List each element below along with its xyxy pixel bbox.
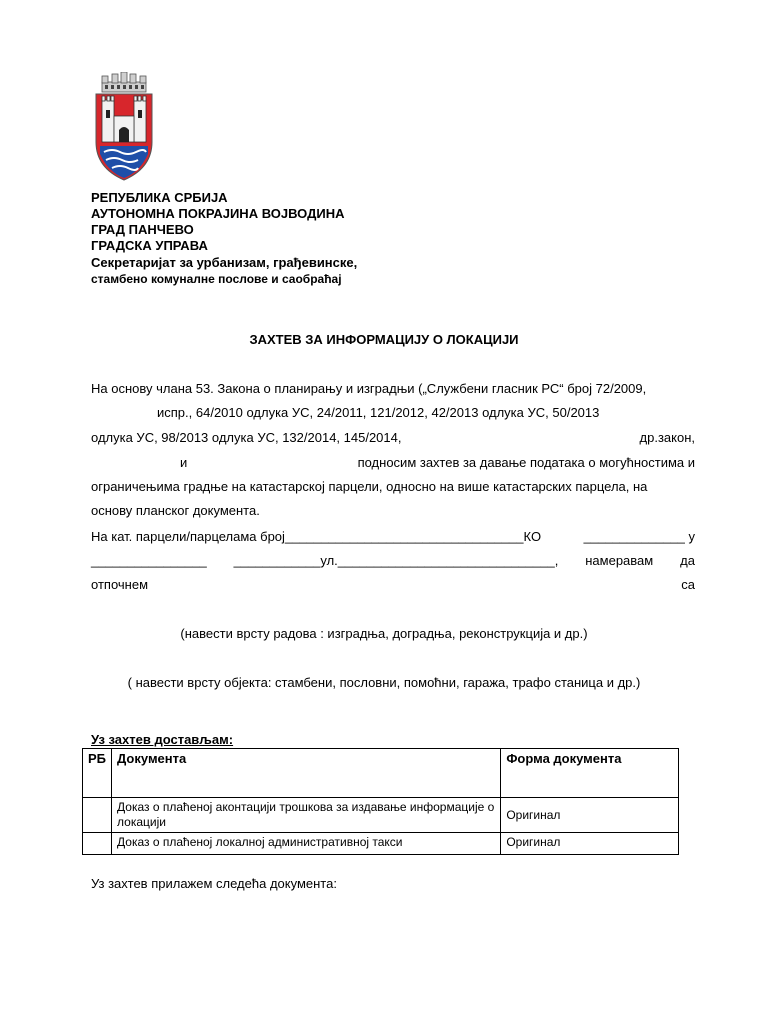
table-row	[83, 798, 679, 833]
body-line-3	[91, 430, 695, 446]
column-header-documents: Документа	[112, 749, 501, 798]
start-word: отпочнем	[91, 577, 149, 592]
header-secretariat: Секретаријат за урбанизам, грађевинске,	[91, 255, 358, 270]
column-header-rb: РБ	[83, 749, 112, 798]
intend-word: намеравам	[585, 553, 654, 568]
works-type-hint: (навести врсту радова : изградња, доградња, реконструкција и др.)	[180, 626, 588, 641]
column-header-document-form: Форма документа	[501, 749, 679, 798]
header-republic: РЕПУБЛИКА СРБИЈА	[91, 190, 228, 205]
header-administration: ГРАДСКА УПРАВА	[91, 238, 208, 253]
to-word: да	[680, 553, 695, 568]
city-coat-of-arms-logo	[92, 72, 156, 182]
parcel-number-field[interactable]: На кат. парцели/парцелама број_________________________________КО	[91, 529, 542, 544]
header-secretariat-continued: стамбено комуналне послове и саобраћај	[91, 272, 342, 286]
documents-submitted-heading: Уз захтев достављам:	[91, 732, 234, 747]
header-province: АУТОНОМНА ПОКРАЈИНА ВОЈВОДИНА	[91, 206, 345, 221]
header-city: ГРАД ПАНЧЕВО	[91, 222, 194, 237]
cadastral-municipality-field[interactable]: ______________ у	[583, 529, 695, 544]
body-line-2: испр., 64/2010 одлука УС, 24/2011, 121/2012, 42/2013 одлука УС, 50/2013	[157, 405, 600, 420]
row-number-cell	[83, 833, 112, 855]
row-number-cell	[83, 798, 112, 833]
place-field[interactable]: ________________	[91, 553, 207, 568]
body-line-4: подносим захтев за давање података о могућностима и	[357, 455, 695, 470]
with-word: са	[681, 577, 695, 592]
body-line-5: ограничењима градње на катастарској парцели, односно на више катастарских парцела, на	[91, 479, 648, 494]
street-field[interactable]: ____________ул.______________________________,	[233, 553, 559, 568]
attached-documents-line: Уз захтев прилажем следећа документа:	[91, 876, 337, 891]
document-title: ЗАХТЕВ ЗА ИНФОРМАЦИЈУ О ЛОКАЦИЈИ	[249, 332, 519, 347]
street-line	[91, 553, 695, 569]
start-line	[91, 577, 695, 593]
body-line-3-end: др.закон,	[639, 430, 695, 445]
table-row	[83, 833, 679, 855]
body-line-3-text: одлука УС, 98/2013 одлука УС, 132/2014, 145/2014,	[91, 430, 402, 445]
body-line-1: На основу члана 53. Закона о планирању и изградњи („Службени гласник РС“ број 72/2009,	[91, 381, 647, 396]
body-line-4-conjunction: и	[180, 455, 188, 470]
document-form-cell: Оригинал	[501, 798, 679, 833]
documents-table	[82, 748, 679, 855]
document-name-cell: Доказ о плаћеној локалној административној такси	[112, 833, 501, 855]
document-form-cell: Оригинал	[501, 833, 679, 855]
table-header-row	[83, 749, 679, 798]
document-name-cell: Доказ о плаћеној аконтацији трошкова за издавање информације о локацији	[112, 798, 501, 833]
body-line-6: основу планског документа.	[91, 503, 260, 518]
parcel-number-line	[91, 529, 695, 545]
object-type-hint: ( навести врсту објекта: стамбени, пословни, помоћни, гаража, трафо станица и др.)	[127, 675, 641, 690]
